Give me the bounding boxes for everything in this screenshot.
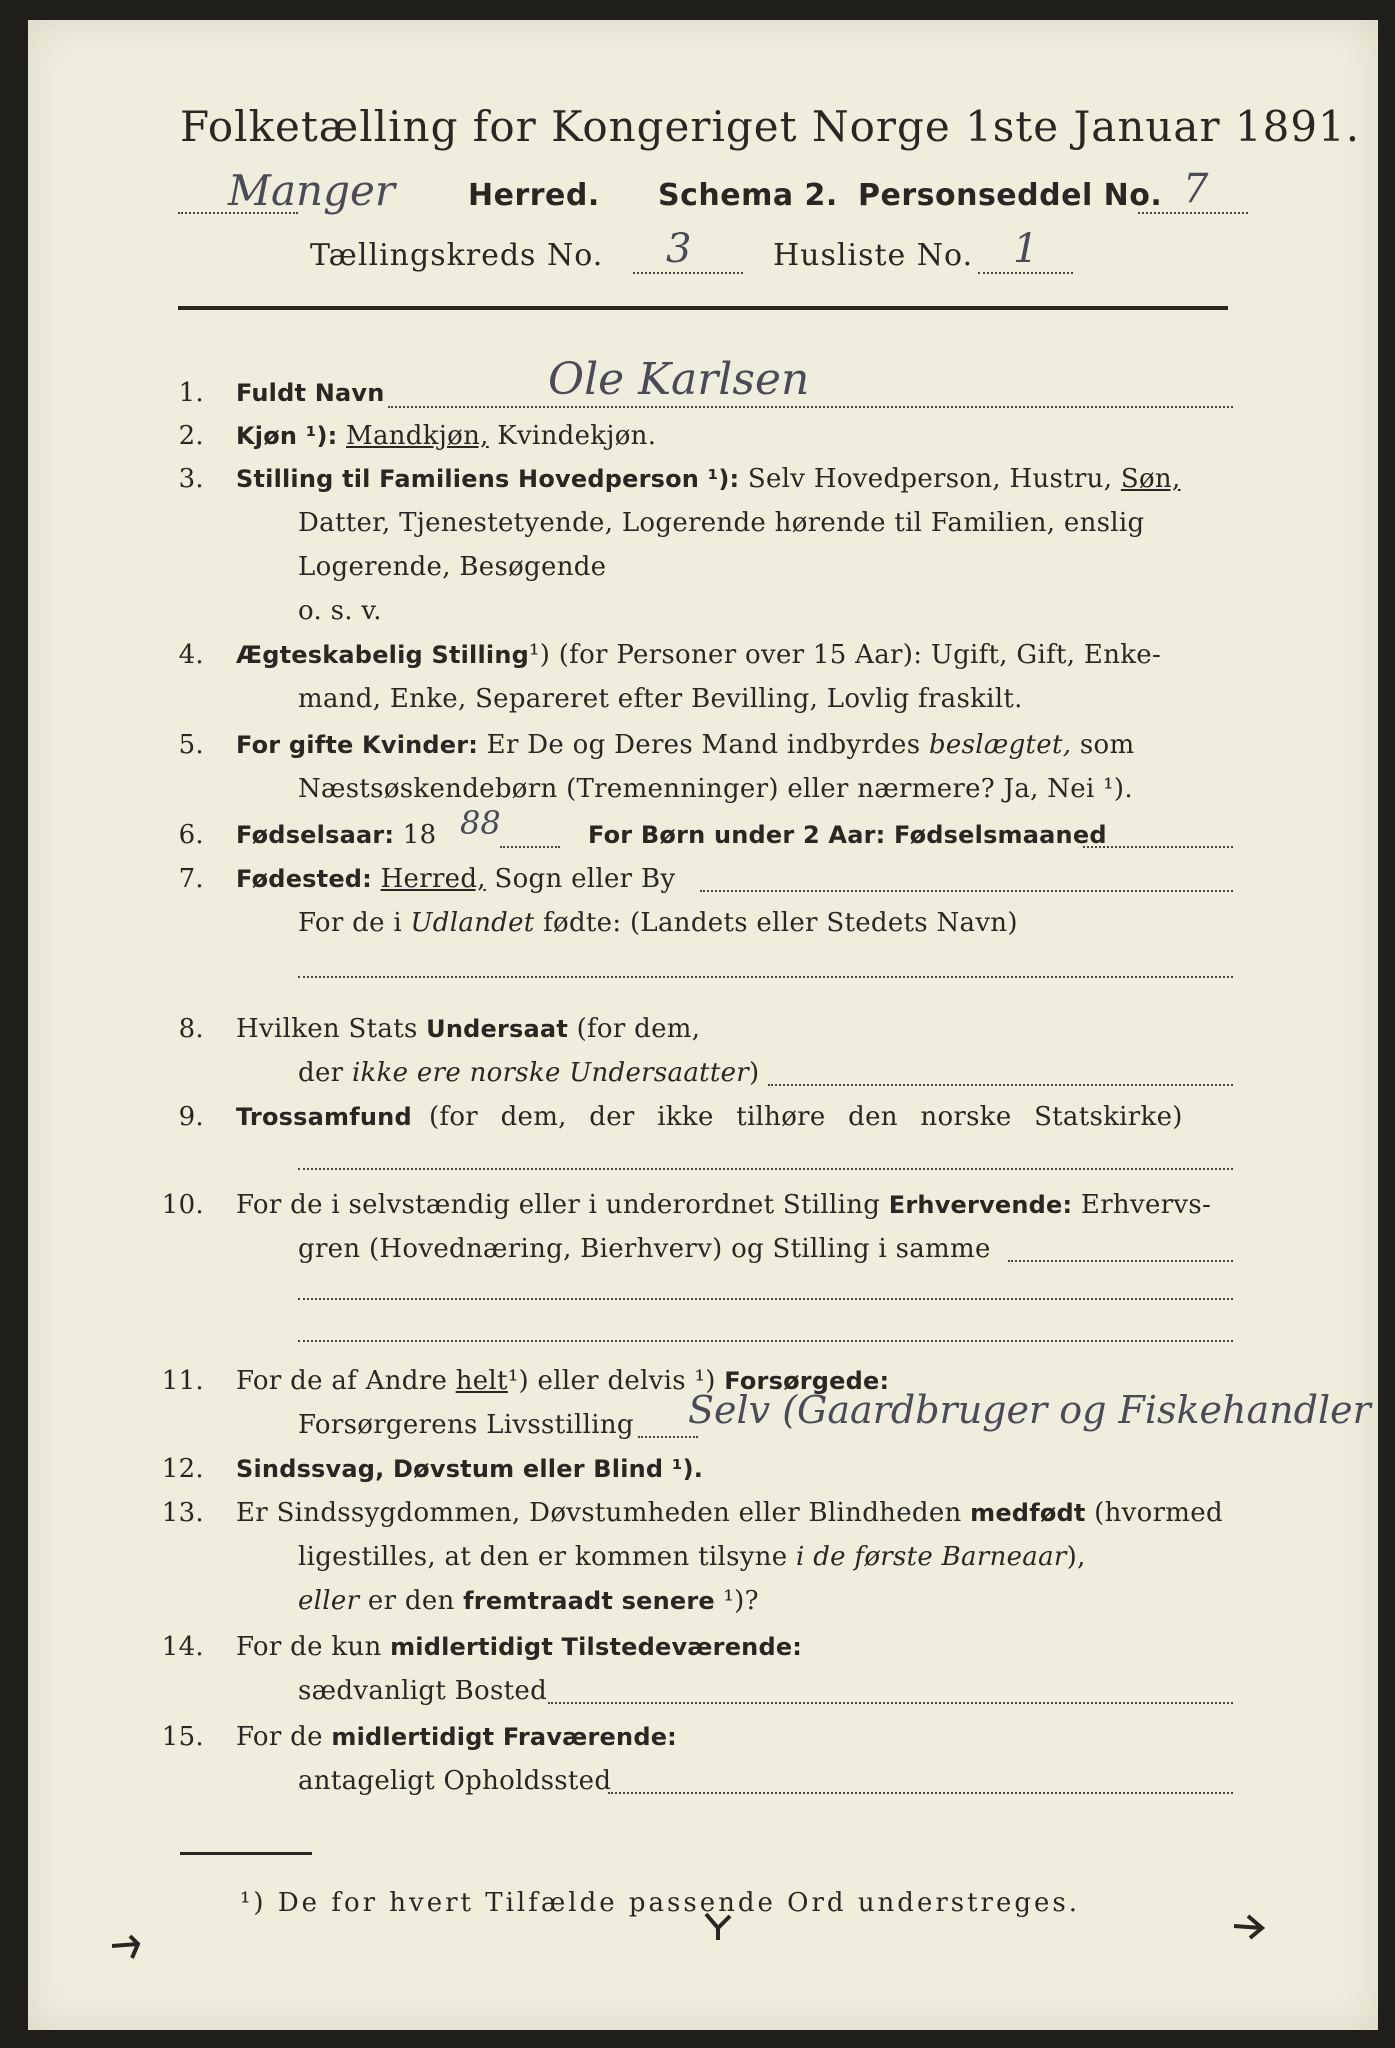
q3-selected: Søn, xyxy=(1120,464,1181,494)
q13-line3-bold: fremtraadt senere xyxy=(463,1587,715,1615)
q5-number: 5. xyxy=(178,730,204,760)
q13-line3-italic: eller xyxy=(298,1586,360,1616)
q7-abroad-dots xyxy=(298,976,1233,978)
q13-line3-a: er den xyxy=(359,1586,464,1616)
q4-line1 xyxy=(236,640,1161,670)
q1-name-value: Ole Karlsen xyxy=(548,354,810,405)
q10-line1-a: For de i selvstændig eller i underordnet Stilling xyxy=(236,1190,889,1220)
q11-number: 11. xyxy=(161,1366,204,1396)
q6-month-dots xyxy=(1083,846,1233,848)
tellingskreds-label: Tællingskreds No. xyxy=(310,238,604,273)
q8-line1-a: Hvilken Stats xyxy=(236,1014,427,1044)
q10-number: 10. xyxy=(161,1190,204,1220)
q7-label: Fødested: xyxy=(236,865,372,893)
q6-number: 6. xyxy=(178,820,204,850)
q6-year-value: 88 xyxy=(460,804,501,842)
q5-line2: Næstsøskendebørn (Tremenninger) eller nærmere? Ja, Nei ¹). xyxy=(298,774,1133,804)
q2-label: Kjøn ¹): xyxy=(236,422,338,450)
crop-mark-center-icon xyxy=(700,1908,736,1944)
q10-line1 xyxy=(236,1190,1211,1220)
q9-label: Trossamfund xyxy=(236,1103,412,1131)
q2-options-rest: Kvindekjøn. xyxy=(488,421,657,451)
q6-label2: For Børn under 2 Aar: Fødselsmaaned xyxy=(588,821,1107,849)
q2-number: 2. xyxy=(178,421,204,451)
q3-line2: Datter, Tjenestetyende, Logerende hørende til Familien, enslig xyxy=(298,508,1145,538)
q8-line2-italic: ikke ere norske Undersaatter xyxy=(351,1058,750,1088)
q11-selected: helt xyxy=(455,1366,508,1396)
q11-line1-b: ¹) eller delvis ¹) xyxy=(507,1366,725,1396)
q10-dots-2 xyxy=(298,1298,1233,1300)
q1-number: 1. xyxy=(178,378,204,408)
q3-line4: o. s. v. xyxy=(298,596,382,626)
personseddel-dots xyxy=(1138,212,1248,214)
q13-line3-b: ¹)? xyxy=(714,1586,759,1616)
q11-line1-bold: Forsørgede: xyxy=(724,1367,890,1395)
q14-dots xyxy=(548,1702,1233,1704)
q9-number: 9. xyxy=(178,1102,204,1132)
q5-label: For gifte Kvinder: xyxy=(236,731,479,759)
q11-line2: Forsørgerens Livsstilling xyxy=(298,1410,634,1440)
q11-line1-a: For de af Andre xyxy=(236,1366,456,1396)
form-title: Folketælling for Kongeriget Norge 1ste Januar 1891. xyxy=(180,102,1361,151)
q13-line2-b: ), xyxy=(1066,1542,1086,1572)
q7-selected: Herred, xyxy=(380,864,486,894)
q14-number: 14. xyxy=(161,1632,204,1662)
q3-number: 3. xyxy=(178,464,204,494)
q5-line1-end: som xyxy=(1071,730,1135,760)
q2-line xyxy=(236,421,656,451)
q11-livsstilling-value: Selv (Gaardbruger og Fiskehandler xyxy=(688,1388,1371,1432)
husliste-value: 1 xyxy=(1013,226,1039,272)
tellingskreds-dots xyxy=(633,272,743,274)
q7-line2 xyxy=(298,908,1018,938)
header-rule xyxy=(178,306,1228,310)
q13-line2-italic: i de første Barneaar xyxy=(796,1542,1067,1572)
census-form-sheet xyxy=(28,20,1378,2030)
q4-line2: mand, Enke, Separeret efter Bevilling, Lovlig fraskilt. xyxy=(298,684,1023,714)
q2-selected: Mandkjøn, xyxy=(346,421,489,451)
q8-line2-a: der xyxy=(298,1058,352,1088)
q14-line2: sædvanligt Bosted xyxy=(298,1676,548,1706)
q5-line1-rest: Er De og Deres Mand indbyrdes xyxy=(478,730,929,760)
q12-number: 12. xyxy=(161,1454,204,1484)
footnote-rule xyxy=(180,1852,312,1855)
q15-number: 15. xyxy=(161,1722,204,1752)
herred-value: Manger xyxy=(228,166,395,215)
q14-line1-a: For de kun xyxy=(236,1632,391,1662)
q15-dots xyxy=(608,1792,1233,1794)
q9-rest: (for dem, der ikke tilhøre den norske Statskirke) xyxy=(428,1102,1183,1132)
footnote: ¹) De for hvert Tilfælde passende Ord understreges. xyxy=(240,1888,1081,1918)
q9-dots xyxy=(298,1168,1233,1170)
q1-label: Fuldt Navn xyxy=(236,379,385,407)
q4-line1-rest: ¹) (for Personer over 15 Aar): Ugift, Gift, Enke- xyxy=(529,640,1162,670)
q15-line1 xyxy=(236,1722,677,1752)
q13-line1-bold: medfødt xyxy=(970,1499,1086,1527)
q9-line1 xyxy=(236,1102,1183,1132)
q7-line1 xyxy=(236,864,675,894)
q1-dots xyxy=(388,406,1233,408)
herred-label: Herred. xyxy=(468,178,600,213)
crop-mark-right-icon xyxy=(1228,1910,1268,1944)
q6-year-dots xyxy=(500,846,560,848)
q3-line3: Logerende, Besøgende xyxy=(298,552,607,582)
q7-number: 7. xyxy=(178,864,204,894)
q8-line1 xyxy=(236,1014,700,1044)
q7-line2-italic: Udlandet xyxy=(410,908,535,938)
q3-line1-rest: Selv Hovedperson, Hustru, xyxy=(739,464,1121,494)
q7-line2-a: For de i xyxy=(298,908,411,938)
q13-number: 13. xyxy=(161,1498,204,1528)
q8-line2-b: ) xyxy=(749,1058,760,1088)
q4-number: 4. xyxy=(178,640,204,670)
q14-line1 xyxy=(236,1632,802,1662)
q7-line2-b: fødte: (Landets eller Stedets Navn) xyxy=(534,908,1018,938)
q6-line xyxy=(236,820,436,850)
personseddel-label: Personseddel No. xyxy=(858,178,1163,213)
q5-line1 xyxy=(236,730,1134,760)
crop-mark-left-icon xyxy=(108,1930,148,1964)
q11-dots xyxy=(638,1436,698,1438)
q10-line1-bold: Erhvervende: xyxy=(888,1191,1073,1219)
q8-dots xyxy=(768,1084,1233,1086)
q8-line2 xyxy=(298,1058,759,1088)
schema-label: Schema 2. xyxy=(658,178,838,213)
q5-line1-italic: beslægtet, xyxy=(928,730,1072,760)
q15-line1-bold: midlertidigt Fraværende: xyxy=(331,1723,677,1751)
q6-prefix: 18 xyxy=(394,820,437,850)
q15-line2: antageligt Opholdssted xyxy=(298,1766,612,1796)
husliste-label: Husliste No. xyxy=(773,238,974,273)
q14-line1-bold: midlertidigt Tilstedeværende: xyxy=(390,1633,803,1661)
q10-dots-3 xyxy=(298,1340,1233,1342)
q4-label: Ægteskabelig Stilling xyxy=(236,641,529,669)
q3-line1 xyxy=(236,464,1181,494)
q8-line1-b: (for dem, xyxy=(568,1014,701,1044)
personseddel-value: 7 xyxy=(1183,166,1209,212)
q8-number: 8. xyxy=(178,1014,204,1044)
q13-line3 xyxy=(298,1586,759,1616)
q10-line2: gren (Hovednæring, Bierhverv) og Stilling i samme xyxy=(298,1234,991,1264)
q10-line1-b: Erhvervs- xyxy=(1072,1190,1212,1220)
q15-line1-a: For de xyxy=(236,1722,332,1752)
q7-rest: Sogn eller By xyxy=(485,864,676,894)
q13-line1-b: (hvormed xyxy=(1085,1498,1223,1528)
q12-label: Sindssvag, Døvstum eller Blind ¹). xyxy=(236,1455,704,1483)
q13-line1 xyxy=(236,1498,1223,1528)
q6-label: Fødselsaar: xyxy=(236,821,395,849)
q3-label: Stilling til Familiens Hovedperson ¹): xyxy=(236,465,740,493)
q7-birthplace-dots xyxy=(700,890,1233,892)
q13-line2 xyxy=(298,1542,1086,1572)
q13-line2-a: ligestilles, at den er kommen tilsyne xyxy=(298,1542,797,1572)
q13-line1-a: Er Sindssygdommen, Døvstumheden eller Blindheden xyxy=(236,1498,971,1528)
q8-line1-bold: Undersaat xyxy=(426,1015,568,1043)
tellingskreds-value: 3 xyxy=(666,226,692,272)
husliste-dots xyxy=(978,272,1073,274)
q10-dots-1 xyxy=(1008,1260,1233,1262)
